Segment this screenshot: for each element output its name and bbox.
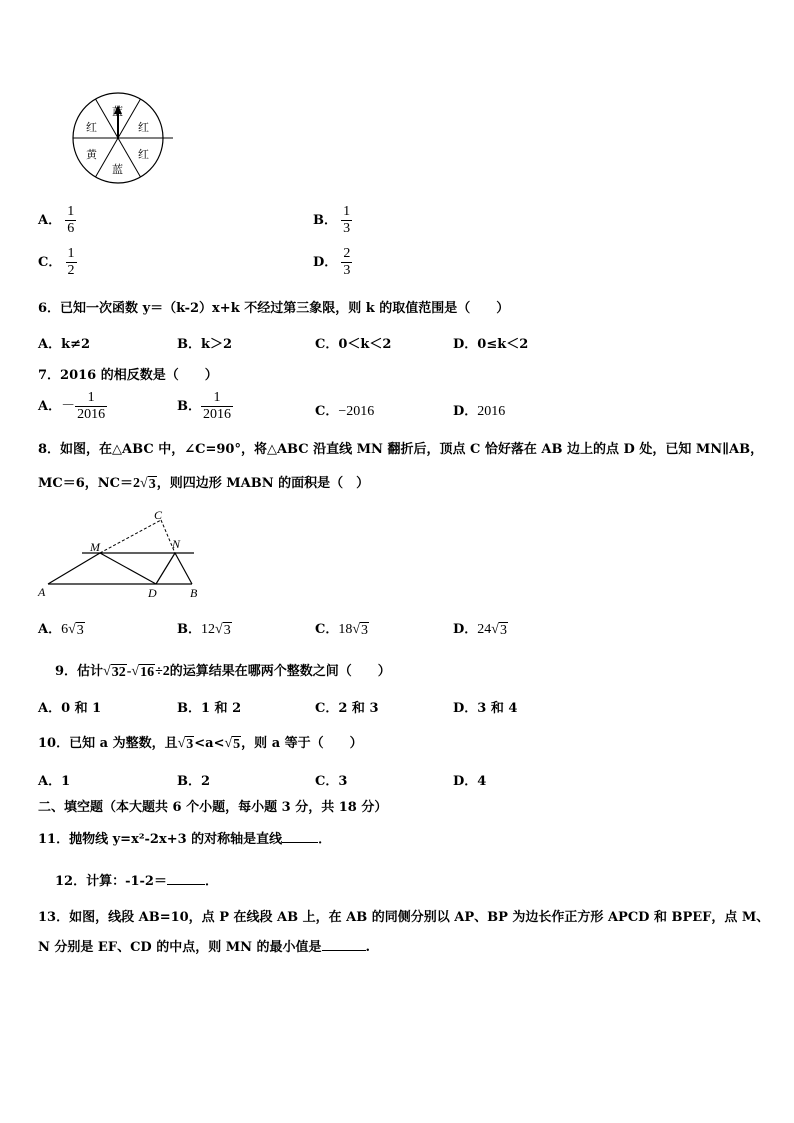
fraction: $\frac{1}{6}$: [67, 204, 75, 236]
q8-stem-line1: 8．如图，在△ABC 中，∠C=90°，将△ABC 沿直线 MN 翻折后，顶点 C 恰好落在 AB 边上的点 D 处，已知 MN∥AB，: [38, 442, 764, 457]
q10-option-b: B．2: [177, 774, 211, 789]
fraction: $\frac{1}{2016}$: [203, 390, 231, 422]
section-heading: 二、填空题（本大题共 6 个小题，每小题 3 分，共 18 分）: [38, 800, 388, 815]
q8-stem-line2: MC＝6，NC＝2 √ 3 ，则四边形 MABN 的面积是（ ）: [38, 476, 370, 492]
answer-blank: [322, 950, 366, 951]
q10-stem: 10．已知 a 为整数，且 √ 3 <a< √ 5 ，则 a 等于（ ）: [38, 736, 363, 752]
q7-stem: 7．2016 的相反数是（ ）: [38, 368, 218, 383]
q10-option-a: A．1: [38, 774, 71, 789]
sqrt: √ 3: [215, 622, 231, 638]
sqrt: √ 5: [224, 736, 241, 752]
q5-option-c: C． $\frac{1}{2}$: [38, 246, 75, 278]
label-d: D: [148, 586, 157, 600]
q6-option-b: B．k＞2: [177, 337, 233, 352]
label-b: B: [190, 586, 198, 600]
label-a: A: [38, 585, 46, 599]
q6-option-a: A．k≠2: [38, 337, 91, 352]
q7-option-a: A．－ $\frac{1}{2016}$: [38, 390, 106, 422]
fraction: $\frac{1}{3}$: [343, 204, 351, 236]
spinner-seg-lower-left: 黄: [86, 148, 97, 161]
q5-option-b: B． $\frac{1}{3}$: [313, 204, 351, 236]
label-n: N: [172, 537, 181, 551]
spinner-figure: [68, 92, 176, 184]
q9-option-b: B．1 和 2: [177, 701, 242, 716]
sqrt: √ 3: [177, 736, 194, 752]
q6-option-c: C．0＜k＜2: [315, 337, 392, 352]
q10-option-d: D．4: [453, 774, 487, 789]
q9-stem: 9．估计 √ 32 - √ 16 ÷2的运算结果在哪两个整数之间（ ）: [55, 664, 391, 680]
spinner-seg-bottom: 蓝: [112, 163, 123, 176]
q6-stem: 6．已知一次函数 y＝（k-2）x+k 不经过第三象限，则 k 的取值范围是（ ）: [38, 301, 510, 316]
fraction: $\frac{1}{2016}$: [77, 390, 106, 422]
q10-option-c: C．3: [315, 774, 348, 789]
spinner-seg-lower-right: 红: [138, 148, 149, 161]
label-m: M: [90, 540, 100, 554]
label-c: C: [154, 508, 163, 522]
q7-option-b: B． $\frac{1}{2016}$: [177, 390, 231, 422]
q8-triangle-figure: [34, 506, 204, 602]
q9-option-d: D．3 和 4: [453, 701, 518, 716]
q7-option-d: D．2016: [453, 404, 506, 419]
q5-option-d: D． $\frac{2}{3}$: [313, 246, 351, 278]
sqrt: √ 32: [103, 664, 126, 680]
spinner-seg-upper-right: 红: [138, 121, 149, 134]
q6-option-d: D．0≤k＜2: [453, 337, 529, 352]
sqrt: √ 3: [68, 622, 84, 638]
q8-option-a: A．6 √ 3: [38, 622, 84, 638]
q11-stem: 11．抛物线 y=x²-2x+3 的对称轴是直线 ．: [38, 832, 332, 847]
q9-option-c: C．2 和 3: [315, 701, 379, 716]
fraction: $\frac{2}{3}$: [343, 246, 351, 278]
q9-option-a: A．0 和 1: [38, 701, 102, 716]
spinner-seg-upper-left: 红: [86, 121, 97, 134]
sqrt: √ 3: [491, 622, 507, 638]
answer-blank: [167, 884, 205, 885]
q8-option-d: D．24 √ 3: [453, 622, 507, 638]
q13-stem-line2: N 分别是 EF、CD 的中点，则 MN 的最小值是 .: [38, 940, 371, 955]
q12-stem: 12．计算：-1-2＝ ．: [55, 874, 218, 889]
q13-stem-line1: 13．如图，线段 AB=10，点 P 在线段 AB 上，在 AB 的同侧分别以 AP、BP 为边长作正方形 APCD 和 BPEF，点 M、: [38, 910, 770, 925]
q7-option-c: C．−2016: [315, 404, 375, 419]
spinner-seg-top: 蓝: [112, 105, 123, 118]
q8-option-c: C．18 √ 3: [315, 622, 369, 638]
sqrt: √ 3: [140, 476, 156, 492]
fraction: $\frac{1}{2}$: [67, 246, 75, 278]
q8-option-b: B．12 √ 3: [177, 622, 231, 638]
sqrt: √ 3: [352, 622, 369, 638]
sqrt: √ 16: [131, 664, 155, 680]
q5-option-a: A． $\frac{1}{6}$: [38, 204, 75, 236]
answer-blank: [282, 842, 318, 843]
